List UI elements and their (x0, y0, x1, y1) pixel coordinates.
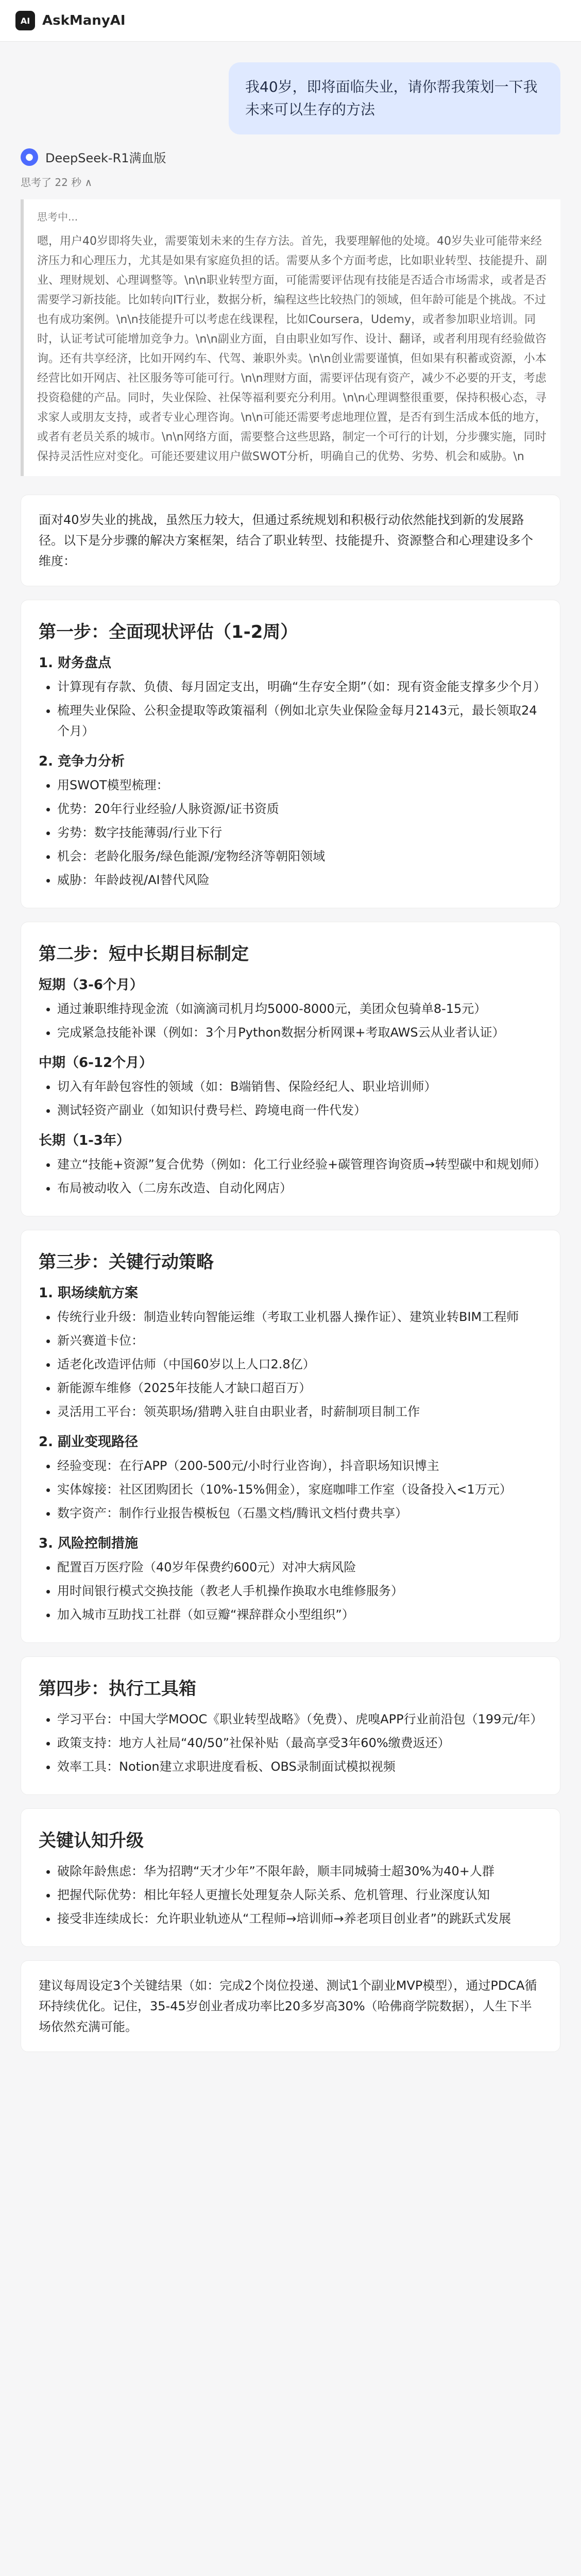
bullet-list (57, 676, 546, 741)
bullet-list (57, 775, 542, 890)
bullet-list (57, 1154, 546, 1198)
app-logo: AI (15, 11, 35, 30)
think-toggle[interactable] (21, 174, 560, 189)
section-title: 第一步：全面现状评估（1-2周） (39, 622, 298, 642)
bullet-item: • 接受非连续成长：允许职业轨迹从“工程师→培训师→养老项目创业者”的跳跃式发展 (57, 1908, 542, 1929)
answer-intro-card (21, 495, 560, 586)
answer-intro: 面对40岁失业的挑战，虽然压力较大，但通过系统规划和积极行动依然能找到新的发展路径。以下是分步骤的解决方案框架，结合了职业转型、技能提升、资源整合和心理建设多个维度： (39, 513, 533, 568)
bullet-item: • 测试轻资产副业（如知识付费号栏、跨境电商一件代发） (57, 1100, 542, 1121)
bullet-item: • 加入城市互助找工社群（如豆瓣“裸辞群众小型组织”） (57, 1604, 542, 1625)
bullet-item: • 布局被动收入（二房东改造、自动化网店） (57, 1178, 542, 1198)
thinking-text: 嗯，用户40岁即将失业，需要策划未来的生存方法。首先，我要理解他的处境。40岁失业可能带来经济压力和心理压力，尤其是如果有家庭负担的话。需要从多个方面考虑，比如职业转型、技能提升、副业、理财规划、心理调整等。\n\n职业转型方面，可能需要评估现有技能是否适合市场需求，或者是否需要学习新技能。比如转向IT行业，数据分析，编程这些比较热门的领域，但年龄可能是个挑战。不过也有成功案例。\n\n技能提升可以考虑在线课程，比如Coursera，Udemy，或者参加职业培训。同时，认证考试可能增加竞争力。\n\n副业方面，自由职业如写作、设计、翻译，或者利用现有经验做咨询。还有共享经济，比如开网约车、代驾、兼职外卖。\n\n创业需要谨慎，但如果有积蓄或资源，小本经营比如开网店、社区服务等可能可行。\n\n理财方面，需要评估现有资产，减少不必要的开支，考虑投资稳健的产品。同时，失业保险、社保等福利要充分利用。\n\n心理调整很重要，保持积极心态，寻求家人或朋友支持，或者专业心理咨询。\n\n可能还需要考虑地理位置，是否有到生活成本低的地方，或者有老员关系的城市。\n\n网络方面，需要整合这些思路，制定一个可行的计划，分步骤实施，同时保持灵活性应对变化。可能还要建议用户做SWOT分析，明确自己的优势、劣势、机会和威胁。\n (37, 235, 548, 463)
answer-section (21, 1230, 560, 1643)
bullet-item: • 用时间银行模式交换技能（教老人手机操作换取水电维修服务） (57, 1581, 542, 1601)
section-title: 第四步：执行工具箱 (39, 1679, 196, 1699)
bullet-item: • 数字资产：制作行业报告模板包（石墨文档/腾讯文档付费共享） (57, 1503, 542, 1523)
bullet-item: • 建立“技能+资源”复合优势（例如：化工行业经验+碳管理咨询资质→转型碳中和规划师） (57, 1154, 542, 1175)
bullet-list (57, 1709, 542, 1777)
bullet-item: • 劣势：数字技能薄弱/行业下行 (57, 822, 542, 843)
bullet-item: • 用SWOT模型梳理： (57, 775, 542, 795)
section-title: 第三步：关键行动策略 (39, 1252, 214, 1273)
bullet-item: • 政策支持：地方人社局“40/50”社保补贴（最高享受3年60%缴费返还） (57, 1733, 542, 1753)
bullet-item: • 配置百万医疗险（40岁年保费约600元）对冲大病风险 (57, 1557, 542, 1578)
answer-section (21, 600, 560, 908)
bullet-item: • 传统行业升级：制造业转向智能运维（考取工业机器人操作证）、建筑业转BIM工程师 (57, 1307, 542, 1327)
block-heading: 长期（1-3年） (39, 1133, 130, 1148)
bullet-item: • 梳理失业保险、公积金提取等政策福利（例如北京失业保险金每月2143元，最长领取24个月） (57, 700, 542, 741)
bullet-item: • 威胁：年龄歧视/AI替代风险 (57, 870, 542, 890)
answer-section (21, 1656, 560, 1795)
bullet-list (57, 998, 542, 1043)
answer-section (21, 1808, 560, 1947)
bullet-item: • 优势：20年行业经验/人脉资源/证书资质 (57, 799, 542, 819)
block-heading: 2. 竞争力分析 (39, 754, 125, 769)
block-heading: 1. 职场续航方案 (39, 1285, 139, 1301)
bullet-item: • 效率工具：Notion建立求职进度看板、OBS录制面试模拟视频 (57, 1756, 542, 1777)
bullet-item: • 新能源车维修（2025年技能人才缺口超百万） (57, 1378, 542, 1398)
assistant-model-name: DeepSeek-R1满血版 (45, 151, 166, 165)
chat-container (0, 42, 581, 2086)
app-title: AskManyAI (42, 13, 126, 28)
bullet-item: • 完成紧急技能补课（例如：3个月Python数据分析网课+考取AWS云从业者认证） (57, 1022, 542, 1043)
assistant-model-row (21, 148, 560, 166)
thinking-title: 思考中... (37, 211, 78, 223)
block-heading: 3. 风险控制措施 (39, 1536, 139, 1551)
bullet-item: • 切入有年龄包容性的领域（如：B端销售、保险经纪人、职业培训师） (57, 1076, 542, 1097)
answer-sections (21, 600, 560, 1947)
thinking-panel (21, 199, 560, 476)
app-header (0, 0, 581, 42)
bullet-item: • 灵活用工平台：领英职场/猎聘入驻自由职业者，时薪制项目制工作 (57, 1401, 542, 1422)
section-title: 关键认知升级 (39, 1831, 144, 1851)
bullet-item: • 适老化改造评估师（中国60岁以上人口2.8亿） (57, 1354, 542, 1375)
deepseek-icon: ● (21, 148, 38, 166)
bullet-item: • 实体嫁接：社区团购团长（10%-15%佣金），家庭咖啡工作室（设备投入<1万元） (57, 1479, 542, 1500)
section-title: 第二步：短中长期目标制定 (39, 944, 249, 964)
bullet-item: • 机会：老龄化服务/绿色能源/宠物经济等朝阳领域 (57, 846, 542, 867)
bullet-item: • 经验变现：在行APP（200-500元/小时行业咨询），抖音职场知识博主 (57, 1455, 542, 1476)
block-heading: 短期（3-6个月） (39, 977, 143, 993)
block-heading: 2. 副业变现路径 (39, 1434, 139, 1450)
bullet-item: • 学习平台：中国大学MOOC《职业转型战略》（免费）、虎嗅APP行业前沿包（199元/年） (57, 1709, 542, 1730)
bullet-list (57, 1076, 542, 1121)
block-heading: 中期（6-12个月） (39, 1055, 153, 1071)
answer-closing: 建议每周设定3个关键结果（如：完成2个岗位投递、测试1个副业MVP模型），通过PDCA循环持续优化。记住，35-45岁创业者成功率比20多岁高30%（哈佛商学院数据），人生下半场依然充满可能。 (39, 1978, 537, 2034)
block-heading: 1. 财务盘点 (39, 655, 112, 671)
user-message-row (21, 62, 560, 134)
bullet-item: • 通过兼职维持现金流（如滴滴司机月均5000-8000元，美团众包骑单8-15元） (57, 998, 542, 1019)
bullet-item: • 把握代际优势：相比年轻人更擅长处理复杂人际关系、危机管理、行业深度认知 (57, 1885, 542, 1905)
bullet-item: • 新兴赛道卡位： (57, 1330, 542, 1351)
bullet-list (57, 1455, 542, 1523)
bullet-list (57, 1861, 542, 1929)
answer-section (21, 922, 560, 1216)
bullet-list (57, 1557, 542, 1625)
think-toggle-label: 思考了 22 秒 ∧ (21, 176, 93, 189)
user-message-bubble: 我40岁，即将面临失业，请你帮我策划一下我未来可以生存的方法 (229, 62, 560, 134)
bullet-item: • 破除年龄焦虑：华为招聘“天才少年”不限年龄，顺丰同城骑士超30%为40+人群 (57, 1861, 542, 1882)
bullet-list (57, 1307, 542, 1422)
answer-closing-card (21, 1960, 560, 2052)
bullet-item: • 计算现有存款、负债、每月固定支出，明确“生存安全期”（如：现有资金能支撑多少个月） (57, 676, 542, 697)
